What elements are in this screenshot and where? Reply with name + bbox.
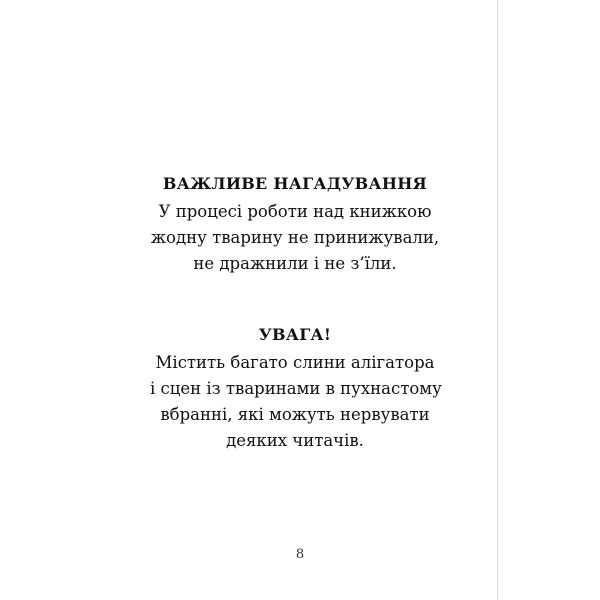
page-number: 8: [295, 547, 305, 562]
reminder-line: жодну тварину не принижували,: [150, 228, 440, 247]
attention-line: деяких читачів.: [226, 431, 364, 450]
reminder-line: не дражнили і не з’їли.: [193, 254, 397, 273]
reminder-heading: ВАЖЛИВЕ НАГАДУВАННЯ: [162, 174, 428, 193]
attention-heading: УВАГА!: [258, 325, 332, 344]
attention-line: Містить багато слини алігатора: [155, 353, 435, 372]
page-edge-divider: [497, 0, 498, 600]
attention-line: вбранні, які можуть нервувати: [160, 405, 430, 424]
attention-line: і сцен із тваринами в пухнастому: [150, 379, 442, 398]
reminder-paragraph: [150, 199, 440, 277]
reminder-line: У процесі роботи над книжкою: [158, 202, 432, 221]
attention-paragraph: [150, 350, 440, 454]
